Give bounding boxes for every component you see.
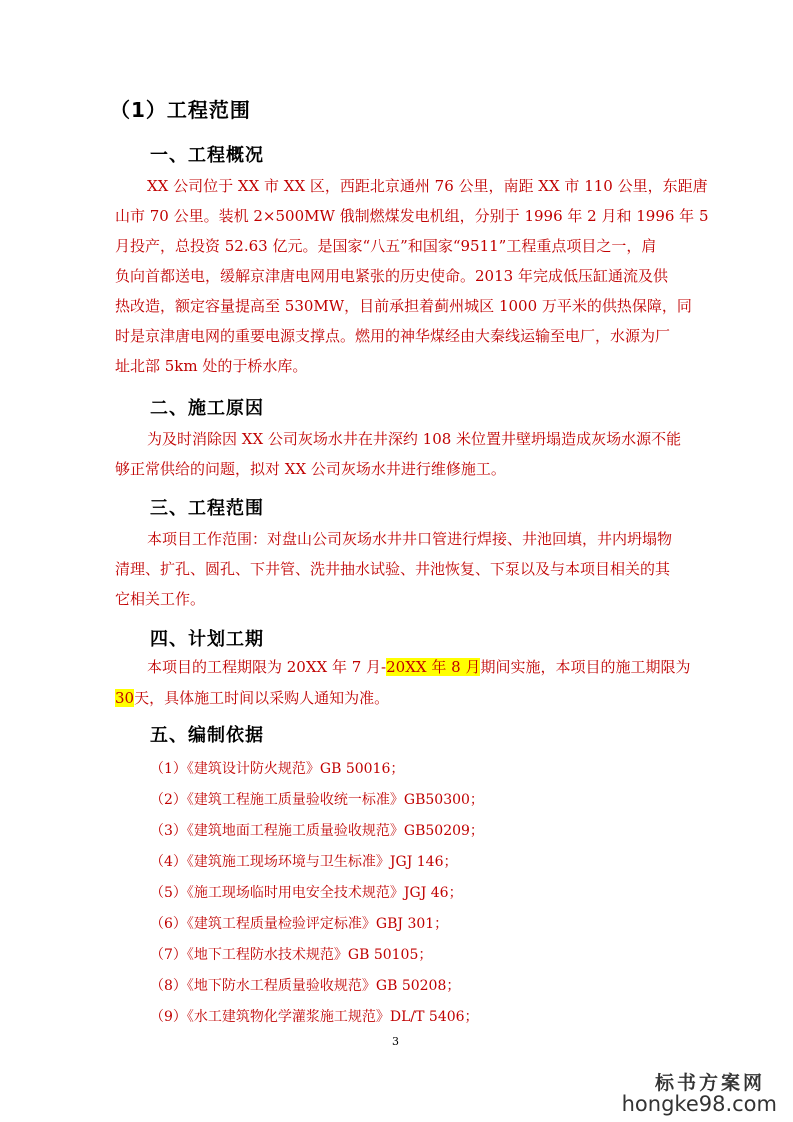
watermark-url: hongke98.com <box>621 1092 777 1116</box>
section-title-reason: 二、施工原因 <box>150 398 264 419</box>
section-title-scope: 三、工程范围 <box>150 498 264 519</box>
paragraph-line: 址北部 5km 处的于桥水库。 <box>115 357 308 375</box>
reference-item: （7）《地下工程防水技术规范》GB 50105； <box>150 947 433 963</box>
section-title-schedule: 四、计划工期 <box>150 629 264 650</box>
section-title-overview: 一、工程概况 <box>150 145 264 166</box>
schedule-text-duration: 天，具体施工时间以采购人通知为准。 <box>134 689 390 707</box>
schedule-text-end: 期间实施，本项目的施工期限为 <box>480 658 691 676</box>
paragraph-line: 够正常供给的问题，拟对 XX 公司灰场水井进行维修施工。 <box>115 460 506 478</box>
paragraph-line: 本项目工作范围：对盘山公司灰场水井井口管进行焊接、井池回填，井内坍塌物 <box>147 530 673 548</box>
highlighted-end-date: 20XX 年 8 月 <box>386 658 481 676</box>
reference-item: （6）《建筑工程质量检验评定标准》GBJ 301； <box>150 916 449 932</box>
reference-item: （8）《地下防水工程质量验收规范》GB 50208； <box>150 978 461 994</box>
highlighted-duration: 30 <box>115 689 135 707</box>
paragraph-line: 为及时消除因 XX 公司灰场水井在井深约 108 米位置井壁坍塌造成灰场水源不能 <box>147 430 682 448</box>
reference-item: （2）《建筑工程施工质量验收统一标准》GB50300； <box>150 792 484 808</box>
reference-item: （3）《建筑地面工程施工质量验收规范》GB50209； <box>150 823 484 839</box>
reference-item: （5）《施工现场临时用电安全技术规范》JGJ 46； <box>150 885 463 901</box>
paragraph-line: 山市 70 公里。装机 2×500MW 俄制燃煤发电机组，分别于 1996 年 2 月和 1996 年 5 <box>115 207 709 225</box>
schedule-line <box>115 688 389 708</box>
reference-item: （1）《建筑设计防火规范》GB 50016； <box>150 761 405 777</box>
main-heading: （1）工程范围 <box>110 98 251 122</box>
reference-item: （9）《水工建筑物化学灌浆施工规范》DL/T 5406； <box>150 1009 479 1025</box>
watermark-site-name: 标书方案网 <box>654 1072 765 1094</box>
page-number: 3 <box>392 1035 399 1048</box>
reference-item: （4）《建筑施工现场环境与卫生标准》JGJ 146； <box>150 854 458 870</box>
paragraph-line: 时是京津唐电网的重要电源支撑点。燃用的神华煤经由大秦线运输至电厂，水源为厂 <box>115 327 671 345</box>
schedule-line <box>147 657 690 677</box>
paragraph-line: 负向首都送电，缓解京津唐电网用电紧张的历史使命。2013 年完成低压缸通流及供 <box>115 267 668 285</box>
section-title-basis: 五、编制依据 <box>150 725 264 746</box>
paragraph-line: 它相关工作。 <box>115 590 206 608</box>
paragraph-line: 清理、扩孔、圆孔、下井管、洗井抽水试验、井池恢复、下泵以及与本项目相关的其 <box>115 560 671 578</box>
paragraph-line: XX 公司位于 XX 市 XX 区，西距北京通州 76 公里，南距 XX 市 110 公里，东距唐 <box>147 177 708 195</box>
paragraph-line: 热改造，额定容量提高至 530MW，目前承担着蓟州城区 1000 万平米的供热保障，同 <box>115 297 692 315</box>
paragraph-line: 月投产，总投资 52.63 亿元。是国家“八五”和国家“9511”工程重点项目之一，肩 <box>115 237 657 255</box>
schedule-text-start: 本项目的工程期限为 20XX 年 7 月- <box>147 658 387 676</box>
